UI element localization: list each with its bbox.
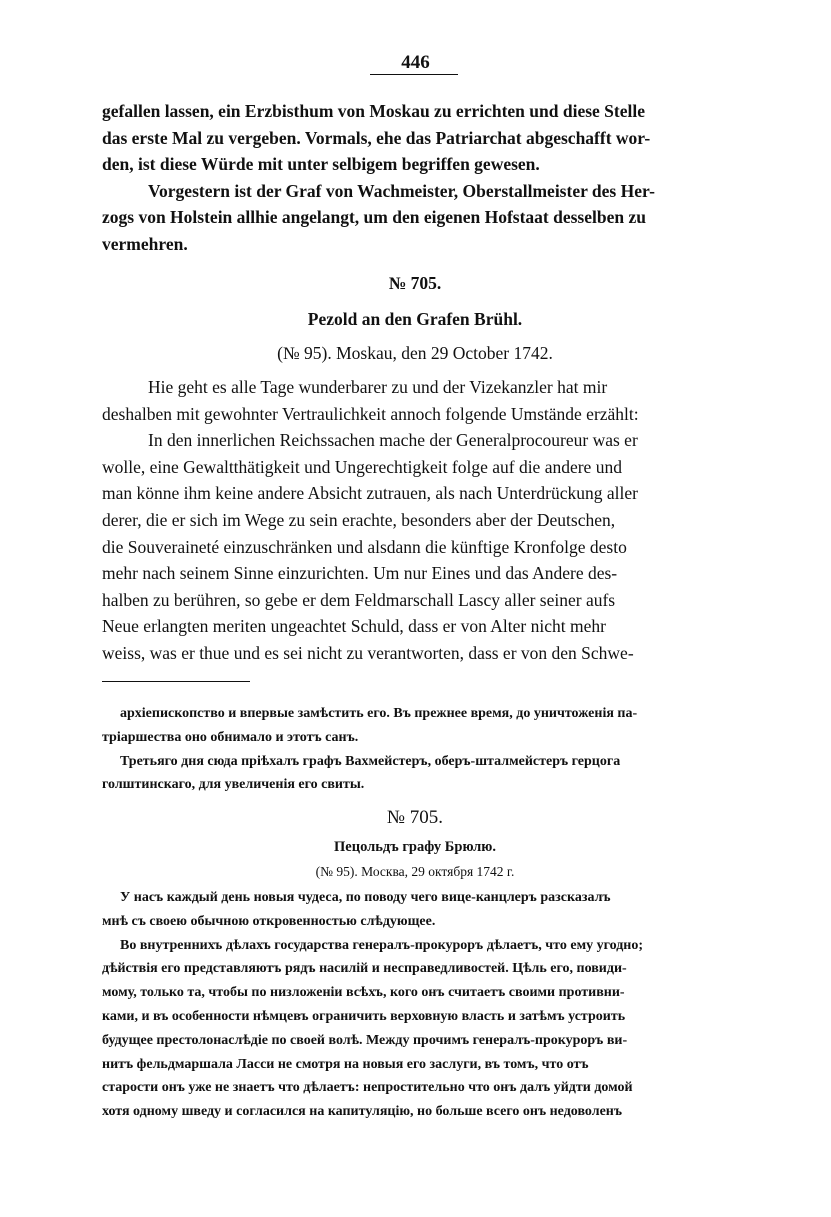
russian-letter-body bbox=[102, 886, 728, 1124]
text-line: Vorgestern ist der Graf von Wachmeister, Oberstallmeister des Her- bbox=[148, 180, 655, 201]
text-line: den, ist diese Würde mit unter selbigem begriffen gewesen. bbox=[102, 154, 540, 175]
text-line: mehr nach seinem Sinne einzurichten. Um nur Eines und das Andere des- bbox=[102, 563, 618, 584]
text-line: derer, die er sich im Wege zu sein erachte, besonders aber der Deutschen, bbox=[102, 509, 616, 530]
text-line: ками, и въ особенности нѣмцевъ ограничить верховную власть и затѣмъ устроить bbox=[102, 1008, 626, 1024]
text-line: мнѣ съ своею обычною откровенностью слѣдующее. bbox=[102, 913, 436, 929]
russian-doc-date-wrap bbox=[102, 860, 728, 884]
doc-number: № 705. bbox=[388, 273, 442, 293]
footnote-rule bbox=[102, 681, 250, 682]
russian-doc-header bbox=[102, 806, 728, 830]
text-line: die Souveraineté einzuschränken und alsdann die künftige Kronfolge desto bbox=[102, 536, 627, 557]
german-doc-header bbox=[102, 270, 728, 297]
text-line: У насъ каждый день новыя чудеса, по поводу чего вице-канцлеръ разсказалъ bbox=[120, 890, 611, 905]
text-line: halben zu berühren, so gebe er dem Feldmarschall Lascy aller seiner aufs bbox=[102, 589, 616, 610]
doc-date: (№ 95). Moskau, den 29 October 1742. bbox=[277, 343, 553, 363]
page-number-rule bbox=[370, 74, 458, 75]
text-line: Neue erlangten meriten ungeachtet Schuld, dass er von Alter nicht mehr bbox=[102, 616, 606, 637]
text-line: zogs von Holstein allhie angelangt, um den eigenen Hofstaat desselben zu bbox=[102, 207, 646, 228]
german-doc-address-wrap bbox=[102, 306, 728, 333]
text-line: man könne ihm keine andere Absicht zutrauen, als nach Unterdrückung aller bbox=[102, 483, 638, 504]
text-line: gefallen lassen, ein Erzbisthum von Moskau zu errichten und diese Stelle bbox=[102, 101, 645, 121]
text-line: голштинскаго, для увеличенія его свиты. bbox=[102, 777, 365, 793]
german-doc-date-wrap bbox=[102, 340, 728, 367]
text-line: архіепископство и впервые замѣстить его. Въ прежнее время, до уничтоженія па- bbox=[120, 706, 638, 721]
russian-doc-address-wrap bbox=[102, 836, 728, 860]
text-line: мому, только та, чтобы по низложеніи всѣхъ, кого онъ считаетъ своими противни- bbox=[102, 985, 625, 1001]
russian-continuation bbox=[102, 702, 728, 797]
text-line: In den innerlichen Reichssachen mache der Generalprocoureur was er bbox=[148, 430, 638, 451]
text-line: deshalben mit gewohnter Vertraulichkeit annoch folgende Umstände erzählt: bbox=[102, 403, 639, 424]
doc-date: (№ 95). Москва, 29 октября 1742 г. bbox=[315, 864, 515, 879]
text-line: Во внутреннихъ дѣлахъ государства генералъ-прокуроръ дѣлаетъ, что ему угодно; bbox=[120, 937, 644, 953]
doc-address: Pezold an den Grafen Brühl. bbox=[307, 309, 523, 329]
text-line: хотя одному шведу и согласился на капитуляцію, но больше всего онъ недоволенъ bbox=[102, 1104, 623, 1120]
text-line: vermehren. bbox=[102, 233, 188, 254]
page-number: 446 bbox=[401, 52, 430, 73]
text-line: тріаршества оно обнимало и этотъ санъ. bbox=[102, 729, 359, 745]
german-letter-body bbox=[102, 374, 728, 667]
text-line: Hie geht es alle Tage wunderbarer zu und der Vizekanzler hat mir bbox=[148, 377, 608, 397]
text-line: старости онъ уже не знаетъ что дѣлаетъ: непростительно что онъ далъ уйдти домой bbox=[102, 1080, 633, 1096]
text-line: Третьяго дня сюда пріѣхалъ графъ Вахмейстеръ, оберъ-шталмейстеръ герцога bbox=[120, 753, 621, 769]
text-line: weiss, was er thue und es sei nicht zu verantworten, dass er von den Schwe- bbox=[102, 642, 634, 663]
doc-number: № 705. bbox=[386, 807, 444, 828]
text-line: das erste Mal zu vergeben. Vormals, ehe das Patriarchat abgeschafft wor- bbox=[102, 127, 651, 148]
text-line: wolle, eine Gewaltthätigkeit und Ungerechtigkeit folge auf die andere und bbox=[102, 456, 622, 477]
doc-address: Пецольдъ графу Брюлю. bbox=[334, 839, 496, 855]
text-line: будущее престолонаслѣдіе по своей волѣ. Между прочимъ генералъ-прокуроръ ви- bbox=[102, 1032, 628, 1048]
german-continuation bbox=[102, 98, 728, 258]
text-line: нитъ фельдмаршала Ласси не смотря на новыя его заслуги, въ томъ, что отъ bbox=[102, 1056, 589, 1072]
text-line: дѣйствія его представляютъ рядъ насилій и несправедливостей. Цѣль его, повиди- bbox=[102, 961, 627, 977]
